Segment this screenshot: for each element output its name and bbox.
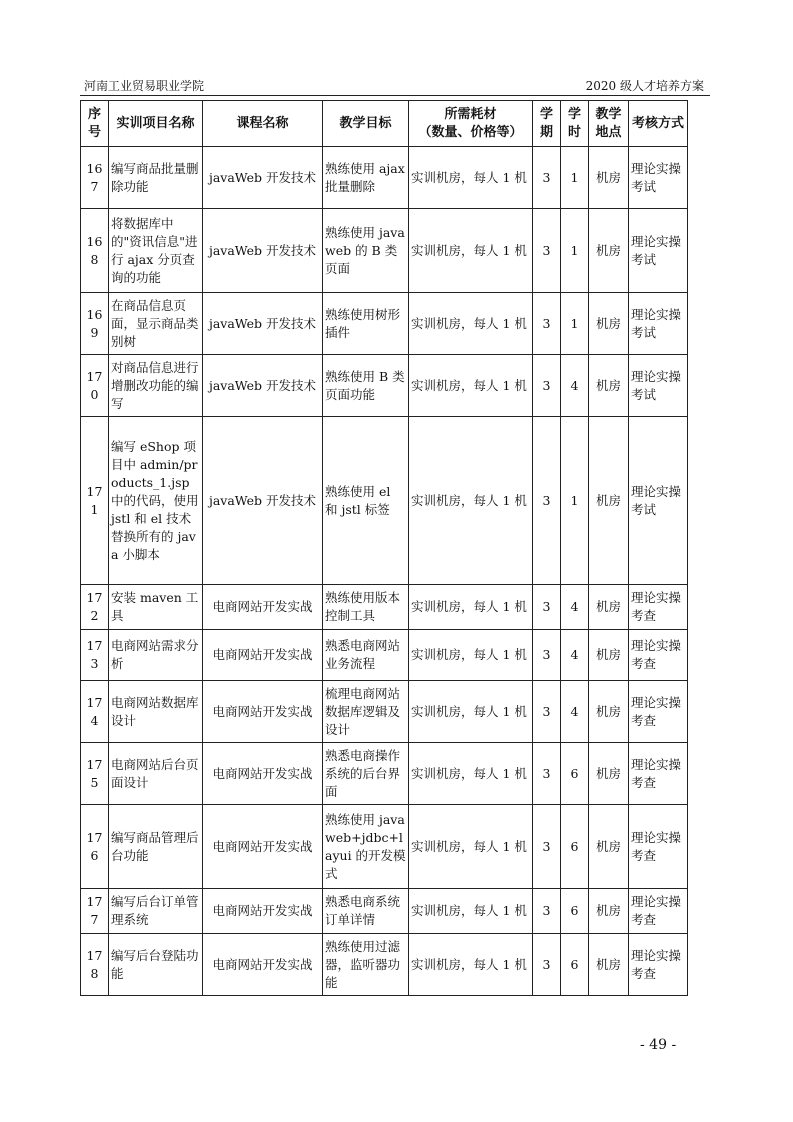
cell-seq: 177 [81, 889, 109, 934]
cell-assess: 理论实操考试 [629, 147, 688, 209]
cell-assess: 理论实操考试 [629, 293, 688, 355]
cell-hours: 4 [561, 355, 589, 417]
cell-seq: 174 [81, 681, 109, 743]
table-row [81, 934, 688, 996]
table-row [81, 805, 688, 889]
cell-term: 3 [533, 934, 561, 996]
cell-term: 3 [533, 681, 561, 743]
cell-assess: 理论实操考查 [629, 805, 688, 889]
cell-goal: 熟练使用 javaweb 的 B 类页面 [323, 209, 409, 293]
cell-seq: 173 [81, 630, 109, 681]
cell-place: 机房 [589, 934, 629, 996]
table-row [81, 630, 688, 681]
cell-material: 实训机房，每人 1 机 [409, 743, 533, 805]
cell-place: 机房 [589, 743, 629, 805]
cell-hours: 1 [561, 293, 589, 355]
cell-place: 机房 [589, 147, 629, 209]
col-header-material-line1: 所需耗材 [444, 106, 497, 122]
table-row [81, 681, 688, 743]
cell-course: javaWeb 开发技术 [203, 417, 323, 585]
col-header-course: 课程名称 [203, 101, 323, 147]
cell-goal: 熟悉电商网站业务流程 [323, 630, 409, 681]
cell-hours: 6 [561, 805, 589, 889]
cell-goal: 熟练使用树形插件 [323, 293, 409, 355]
cell-item: 电商网站需求分析 [109, 630, 203, 681]
cell-material: 实训机房，每人 1 机 [409, 585, 533, 630]
cell-term: 3 [533, 889, 561, 934]
cell-course: 电商网站开发实战 [203, 889, 323, 934]
col-header-term: 学期 [533, 101, 561, 147]
table-row [81, 355, 688, 417]
cell-goal: 熟悉电商系统订单详情 [323, 889, 409, 934]
document-title: 2020 级人才培养方案 [585, 79, 704, 93]
cell-item: 对商品信息进行增删改功能的编写 [109, 355, 203, 417]
cell-assess: 理论实操考查 [629, 630, 688, 681]
cell-hours: 4 [561, 630, 589, 681]
cell-item: 编写后台订单管理系统 [109, 889, 203, 934]
cell-hours: 4 [561, 585, 589, 630]
cell-material: 实训机房，每人 1 机 [409, 934, 533, 996]
cell-assess: 理论实操考查 [629, 585, 688, 630]
cell-item: 将数据库中的"资讯信息"进行 ajax 分页查询的功能 [109, 209, 203, 293]
cell-material: 实训机房，每人 1 机 [409, 630, 533, 681]
training-items-table [80, 100, 688, 996]
cell-place: 机房 [589, 209, 629, 293]
cell-seq: 171 [81, 417, 109, 585]
cell-course: 电商网站开发实战 [203, 681, 323, 743]
cell-term: 3 [533, 417, 561, 585]
cell-seq: 168 [81, 209, 109, 293]
col-header-material-line2: （数量、价格等） [418, 124, 523, 140]
cell-term: 3 [533, 585, 561, 630]
cell-item: 电商网站后台页面设计 [109, 743, 203, 805]
col-header-seq: 序号 [81, 101, 109, 147]
cell-assess: 理论实操考查 [629, 889, 688, 934]
table-row [81, 293, 688, 355]
table-row [81, 209, 688, 293]
col-header-assess: 考核方式 [629, 101, 688, 147]
cell-place: 机房 [589, 585, 629, 630]
cell-assess: 理论实操考查 [629, 681, 688, 743]
cell-item: 电商网站数据库设计 [109, 681, 203, 743]
col-header-item: 实训项目名称 [109, 101, 203, 147]
cell-place: 机房 [589, 630, 629, 681]
cell-course: 电商网站开发实战 [203, 630, 323, 681]
cell-seq: 170 [81, 355, 109, 417]
cell-item: 编写商品批量删除功能 [109, 147, 203, 209]
cell-material: 实训机房，每人 1 机 [409, 293, 533, 355]
table-row [81, 889, 688, 934]
cell-course: 电商网站开发实战 [203, 934, 323, 996]
cell-place: 机房 [589, 805, 629, 889]
cell-assess: 理论实操考查 [629, 934, 688, 996]
cell-seq: 169 [81, 293, 109, 355]
col-header-place: 教学地点 [589, 101, 629, 147]
cell-goal: 梳理电商网站数据库逻辑及设计 [323, 681, 409, 743]
cell-course: javaWeb 开发技术 [203, 209, 323, 293]
cell-seq: 167 [81, 147, 109, 209]
institution-name: 河南工业贸易职业学院 [84, 79, 205, 93]
cell-material: 实训机房，每人 1 机 [409, 147, 533, 209]
cell-item: 在商品信息页面，显示商品类别树 [109, 293, 203, 355]
cell-goal: 熟练使用版本控制工具 [323, 585, 409, 630]
cell-material: 实训机房，每人 1 机 [409, 209, 533, 293]
col-header-hours: 学时 [561, 101, 589, 147]
cell-term: 3 [533, 805, 561, 889]
cell-seq: 175 [81, 743, 109, 805]
cell-term: 3 [533, 293, 561, 355]
table-header-row [81, 101, 688, 147]
cell-material: 实训机房，每人 1 机 [409, 805, 533, 889]
cell-assess: 理论实操考查 [629, 743, 688, 805]
cell-place: 机房 [589, 417, 629, 585]
cell-hours: 4 [561, 681, 589, 743]
cell-place: 机房 [589, 293, 629, 355]
cell-goal: 熟练使用 javaweb+jdbc+layui 的开发模式 [323, 805, 409, 889]
cell-hours: 1 [561, 417, 589, 585]
cell-item: 编写 eShop 项目中 admin/products_1.jsp 中的代码，使用 jstl 和 el 技术替换所有的 java 小脚本 [109, 417, 203, 585]
cell-hours: 1 [561, 209, 589, 293]
cell-hours: 6 [561, 743, 589, 805]
cell-course: 电商网站开发实战 [203, 743, 323, 805]
cell-term: 3 [533, 630, 561, 681]
cell-material: 实训机房，每人 1 机 [409, 889, 533, 934]
table-row [81, 147, 688, 209]
header-divider [80, 95, 710, 96]
cell-place: 机房 [589, 681, 629, 743]
cell-hours: 6 [561, 934, 589, 996]
col-header-goal: 教学目标 [323, 101, 409, 147]
cell-course: javaWeb 开发技术 [203, 293, 323, 355]
cell-material: 实训机房，每人 1 机 [409, 681, 533, 743]
cell-goal: 熟练使用 B 类页面功能 [323, 355, 409, 417]
cell-material: 实训机房，每人 1 机 [409, 417, 533, 585]
cell-course: javaWeb 开发技术 [203, 355, 323, 417]
cell-item: 编写商品管理后台功能 [109, 805, 203, 889]
cell-course: 电商网站开发实战 [203, 805, 323, 889]
cell-course: javaWeb 开发技术 [203, 147, 323, 209]
cell-place: 机房 [589, 355, 629, 417]
table-row [81, 585, 688, 630]
cell-goal: 熟悉电商操作系统的后台界面 [323, 743, 409, 805]
cell-goal: 熟练使用过滤器，监听器功能 [323, 934, 409, 996]
cell-hours: 1 [561, 147, 589, 209]
cell-assess: 理论实操考试 [629, 209, 688, 293]
cell-item: 安装 maven 工具 [109, 585, 203, 630]
cell-term: 3 [533, 355, 561, 417]
cell-place: 机房 [589, 889, 629, 934]
table-row [81, 743, 688, 805]
table-row [81, 417, 688, 585]
cell-goal: 熟练使用 ajax 批量删除 [323, 147, 409, 209]
cell-item: 编写后台登陆功能 [109, 934, 203, 996]
cell-seq: 172 [81, 585, 109, 630]
cell-material: 实训机房，每人 1 机 [409, 355, 533, 417]
cell-term: 3 [533, 743, 561, 805]
cell-hours: 6 [561, 889, 589, 934]
cell-assess: 理论实操考试 [629, 355, 688, 417]
cell-goal: 熟练使用 el 和 jstl 标签 [323, 417, 409, 585]
cell-seq: 178 [81, 934, 109, 996]
page-header [80, 79, 710, 95]
cell-assess: 理论实操考试 [629, 417, 688, 585]
cell-seq: 176 [81, 805, 109, 889]
col-header-material [409, 101, 533, 147]
cell-term: 3 [533, 209, 561, 293]
cell-course: 电商网站开发实战 [203, 585, 323, 630]
page-number: - 49 - [640, 1037, 677, 1053]
cell-term: 3 [533, 147, 561, 209]
